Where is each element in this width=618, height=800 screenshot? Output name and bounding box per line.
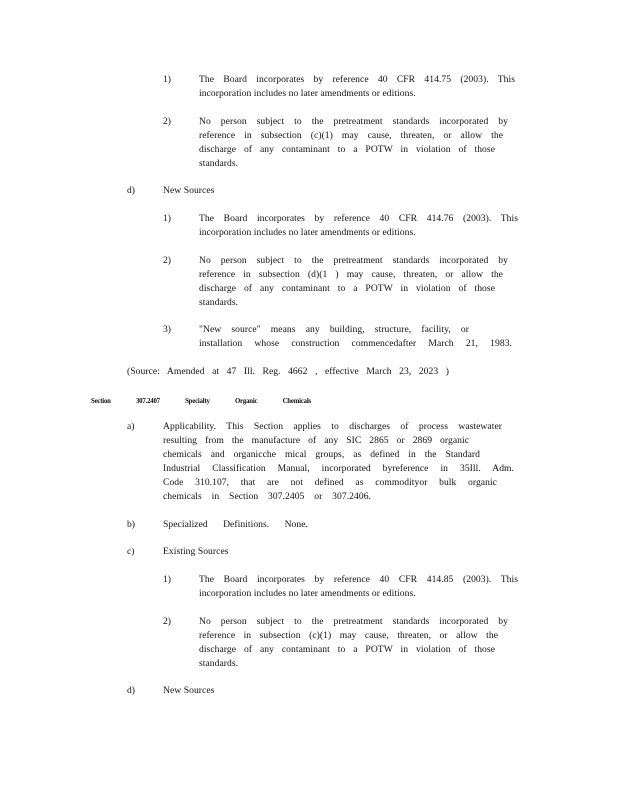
paragraph-line: standards. bbox=[199, 158, 239, 169]
paragraph-line: The Board incorporates by reference 40 CFR 414.85 (2003). This bbox=[199, 574, 518, 585]
section-letter: d) bbox=[127, 685, 135, 696]
paragraph-line: standards. bbox=[199, 658, 239, 669]
item-label: 3) bbox=[163, 324, 171, 335]
paragraph-line: No person subject to the pretreatment standards incorporated by bbox=[199, 255, 508, 266]
item-label: 1) bbox=[163, 74, 171, 85]
paragraph-line: No person subject to the pretreatment standards incorporated by bbox=[199, 116, 508, 127]
section-letter: b) bbox=[127, 519, 135, 530]
paragraph-line: reference in subsection (c)(1) may cause, threaten, or allow the bbox=[199, 130, 503, 141]
paragraph-line: reference in subsection (d)(1 ) may cause, threaten, or allow the bbox=[199, 269, 503, 280]
paragraph-line: Code 310.107, that are not defined as commodityor bulk organic bbox=[163, 477, 497, 488]
section-letter: d) bbox=[127, 185, 135, 196]
item-label: 1) bbox=[163, 574, 171, 585]
paragraph-line: standards. bbox=[199, 297, 239, 308]
item-label: 1) bbox=[163, 213, 171, 224]
paragraph-line: incorporation includes no later amendments or editions. bbox=[199, 588, 416, 599]
subsection-title: Specialized Definitions. None. bbox=[163, 519, 308, 530]
paragraph-line: The Board incorporates by reference 40 CFR 414.76 (2003). This bbox=[199, 213, 518, 224]
item-label: 2) bbox=[163, 116, 171, 127]
item-label: 2) bbox=[163, 255, 171, 266]
subsection-title: New Sources bbox=[163, 185, 215, 196]
paragraph-line: discharge of any contaminant to a POTW in violation of those bbox=[199, 144, 495, 155]
paragraph-line: incorporation includes no later amendments or editions. bbox=[199, 88, 416, 99]
section-letter: a) bbox=[127, 421, 135, 432]
paragraph-line: Applicability. This Section applies to discharges of process wastewater bbox=[163, 421, 502, 432]
subsection-title: Existing Sources bbox=[163, 546, 229, 557]
paragraph-line: resulting from the manufacture of any SIC 2865 or 2869 organic bbox=[163, 435, 469, 446]
paragraph-line: Industrial Classification Manual, incorporated byreference in 35Ill. Adm. bbox=[163, 463, 514, 474]
paragraph-line: incorporation includes no later amendments or editions. bbox=[199, 227, 416, 238]
paragraph-line: "New source" means any building, structure, facility, or bbox=[199, 324, 469, 335]
paragraph-line: chemicals in Section 307.2405 or 307.2406. bbox=[163, 491, 371, 502]
section-heading: Section 307.2407 Specialty Organic Chemicals bbox=[91, 398, 311, 405]
source-note: (Source: Amended at 47 Ill. Reg. 4662 , effective March 23, 2023 ) bbox=[127, 366, 449, 377]
section-letter: c) bbox=[127, 546, 135, 557]
paragraph-line: chemicals and organicche mical groups, as defined in the Standard bbox=[163, 449, 480, 460]
paragraph-line: installation whose construction commencedafter March 21, 1983. bbox=[199, 338, 512, 349]
paragraph-line: No person subject to the pretreatment standards incorporated by bbox=[199, 616, 508, 627]
paragraph-line: reference in subsection (c)(1) may cause, threaten, or allow the bbox=[199, 630, 498, 641]
paragraph-line: discharge of any contaminant to a POTW in violation of those bbox=[199, 283, 495, 294]
item-label: 2) bbox=[163, 616, 171, 627]
subsection-title: New Sources bbox=[163, 685, 215, 696]
paragraph-line: The Board incorporates by reference 40 CFR 414.75 (2003). This bbox=[199, 74, 515, 85]
paragraph-line: discharge of any contaminant to a POTW in violation of those bbox=[199, 644, 495, 655]
